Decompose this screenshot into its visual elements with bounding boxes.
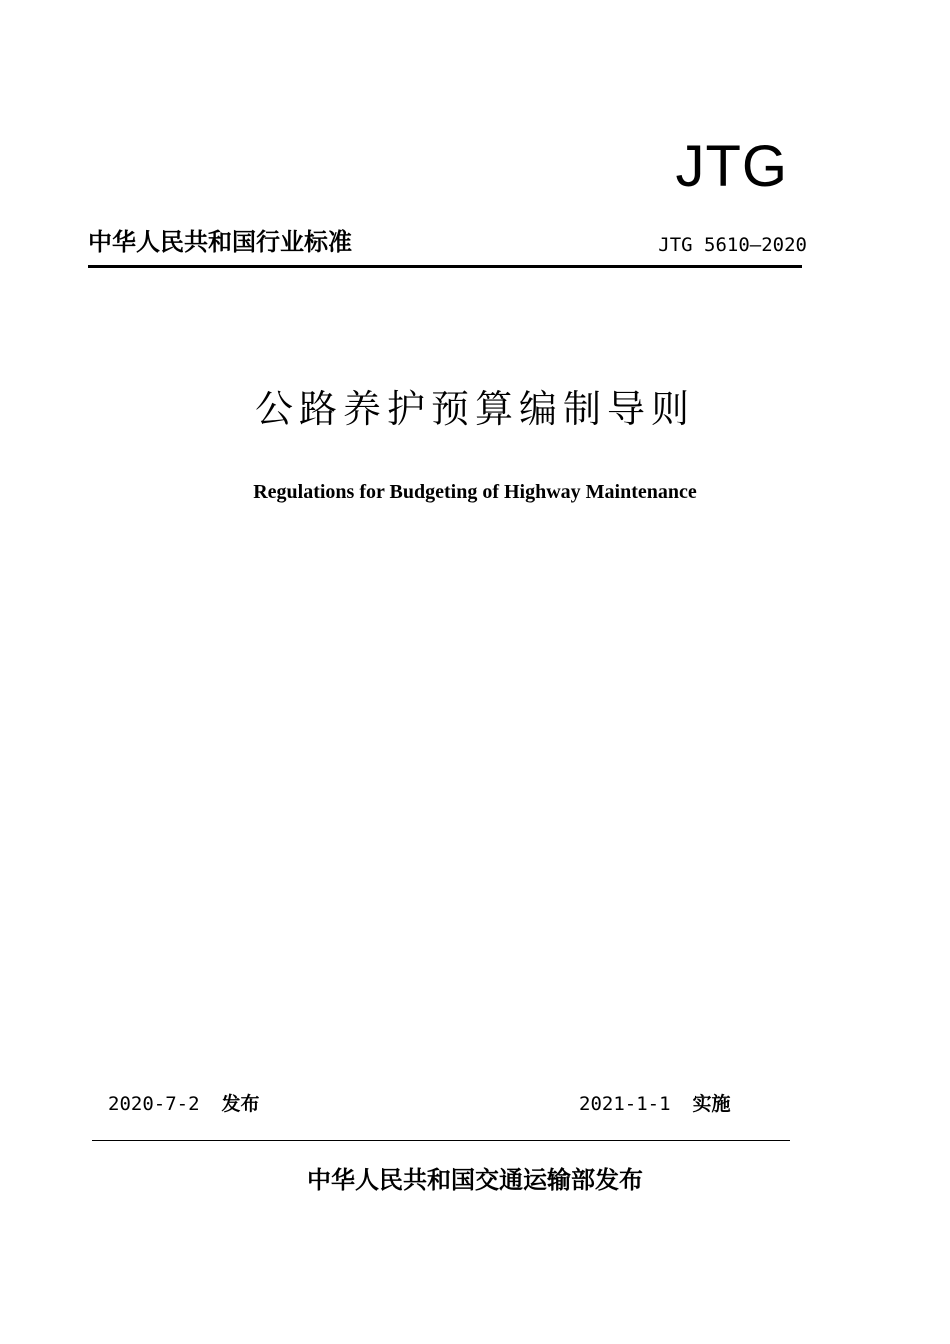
series-mark: JTG (675, 134, 788, 199)
title-english: Regulations for Budgeting of Highway Maintenance (253, 481, 697, 503)
footer-divider (92, 1140, 790, 1141)
implement-label: 实施 (692, 1093, 731, 1115)
standard-number: JTG 5610—2020 (658, 234, 807, 256)
issuer: 中华人民共和国交通运输部发布 (307, 1166, 643, 1194)
implement-date-block (579, 1095, 731, 1114)
issue-date-block (108, 1095, 260, 1114)
implement-date: 2021-1-1 (579, 1093, 671, 1115)
standard-type: 中华人民共和国行业标准 (88, 228, 352, 256)
issue-date: 2020-7-2 (108, 1093, 200, 1115)
header-divider (88, 265, 802, 268)
title-chinese: 公路养护预算编制导则 (254, 387, 695, 431)
issue-label: 发布 (221, 1093, 260, 1115)
